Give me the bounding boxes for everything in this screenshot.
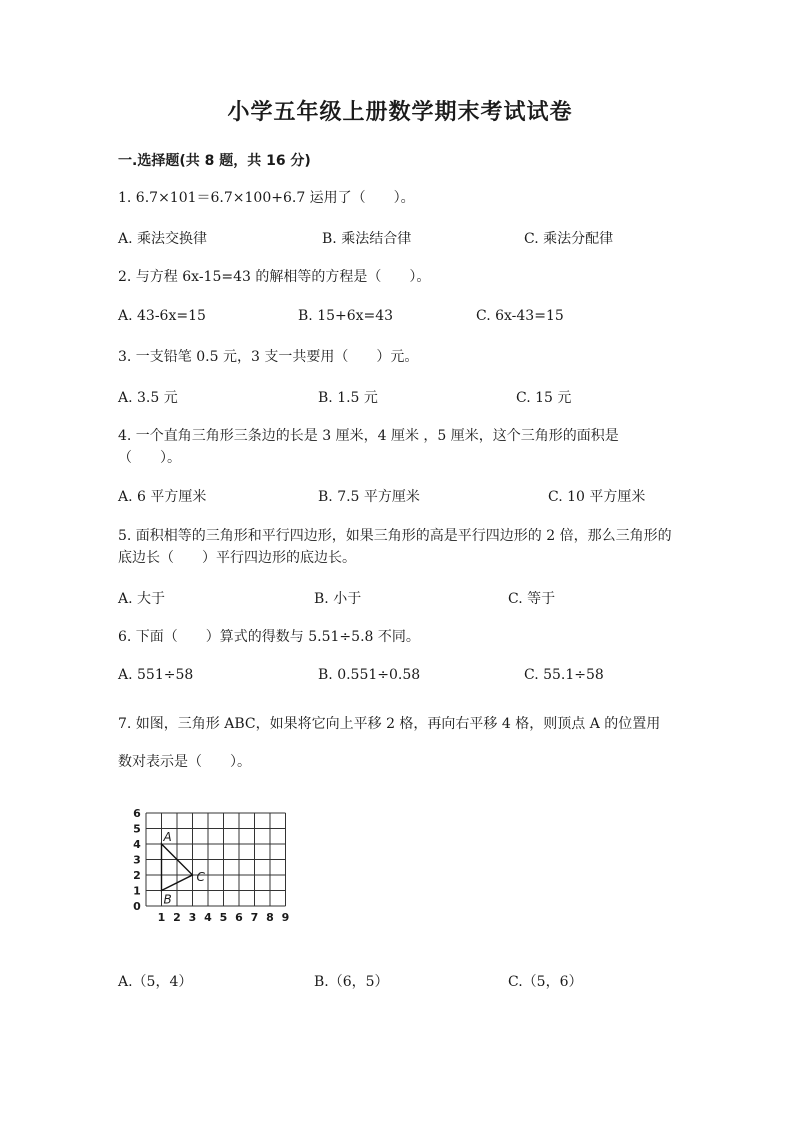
q2-option-b: B. 15+6x=43 — [298, 308, 394, 324]
page-title: 小学五年级上册数学期末考试试卷 — [227, 100, 573, 125]
question-6: 6. 下面（ ）算式的得数与 5.51÷5.8 不同。 — [118, 629, 420, 645]
x-tick-label: 9 — [281, 911, 290, 924]
vertex-label-b: B — [163, 892, 172, 907]
x-tick-label: 6 — [235, 911, 243, 924]
x-tick-label: 5 — [219, 911, 228, 924]
q4-option-c: C. 10 平方厘米 — [548, 489, 646, 505]
q1-option-b: B. 乘法结合律 — [322, 231, 412, 247]
vertex-label-a: A — [163, 830, 172, 844]
x-tick-label: 1 — [157, 911, 166, 924]
q3-option-a: A. 3.5 元 — [118, 390, 178, 406]
question-7: 7. 如图，三角形 ABC，如果将它向上平移 2 格，再向右平移 4 格，则顶点 A 的位置用数对表示是（ ）。 — [118, 716, 661, 770]
q5-option-b: B. 小于 — [314, 591, 362, 607]
q5-option-a: A. 大于 — [118, 591, 166, 607]
question-5: 5. 面积相等的三角形和平行四边形，如果三角形的高是平行四边形的 2 倍，那么三角形的底边长（ ）平行四边形的底边长。 — [118, 528, 672, 566]
question-1: 1. 6.7×101＝6.7×100+6.7 运用了（ ）。 — [118, 190, 415, 206]
x-tick-label: 4 — [204, 911, 212, 924]
q7-option-c: C.（5，6） — [508, 974, 583, 990]
y-tick-label: 3 — [133, 853, 141, 867]
y-tick-label: 5 — [133, 822, 141, 836]
q6-option-a: A. 551÷58 — [118, 667, 194, 683]
q4-option-a: A. 6 平方厘米 — [118, 489, 207, 505]
coordinate-grid — [126, 800, 306, 930]
vertex-label-c: C — [196, 870, 205, 884]
q5-option-c: C. 等于 — [508, 591, 556, 607]
q4-option-b: B. 7.5 平方厘米 — [318, 489, 420, 505]
y-tick-label: 4 — [133, 838, 141, 851]
q6-option-b: B. 0.551÷0.58 — [318, 667, 421, 683]
x-tick-label: 2 — [173, 911, 181, 924]
q3-option-b: B. 1.5 元 — [318, 390, 378, 406]
x-tick-label: 7 — [250, 911, 259, 924]
y-tick-label: 1 — [133, 884, 141, 898]
x-tick-label: 8 — [266, 911, 274, 924]
section-heading: 一.选择题(共 8 题，共 16 分) — [118, 153, 311, 169]
y-tick-label: 2 — [133, 869, 141, 882]
x-tick-label: 3 — [188, 911, 197, 924]
q1-option-c: C. 乘法分配律 — [524, 231, 614, 247]
q3-option-c: C. 15 元 — [516, 390, 572, 406]
question-3: 3. 一支铅笔 0.5 元，3 支一共要用（ ）元。 — [118, 349, 419, 365]
y-tick-label: 6 — [133, 807, 141, 820]
question-4: 4. 一个直角三角形三条边的长是 3 厘米，4 厘米 ，5 厘米，这个三角形的面积是（ ）。 — [118, 428, 619, 466]
q2-option-a: A. 43-6x=15 — [118, 308, 206, 324]
q7-option-b: B.（6，5） — [314, 974, 389, 990]
question-2: 2. 与方程 6x-15=43 的解相等的方程是（ ）。 — [118, 269, 431, 285]
q1-option-a: A. 乘法交换律 — [118, 231, 208, 247]
coordinate-grid-figure — [126, 800, 306, 934]
q2-option-c: C. 6x-43=15 — [476, 308, 564, 324]
q7-option-a: A.（5，4） — [118, 974, 193, 990]
x-tick-label: 0 — [133, 900, 141, 913]
q6-option-c: C. 55.1÷58 — [524, 667, 604, 683]
